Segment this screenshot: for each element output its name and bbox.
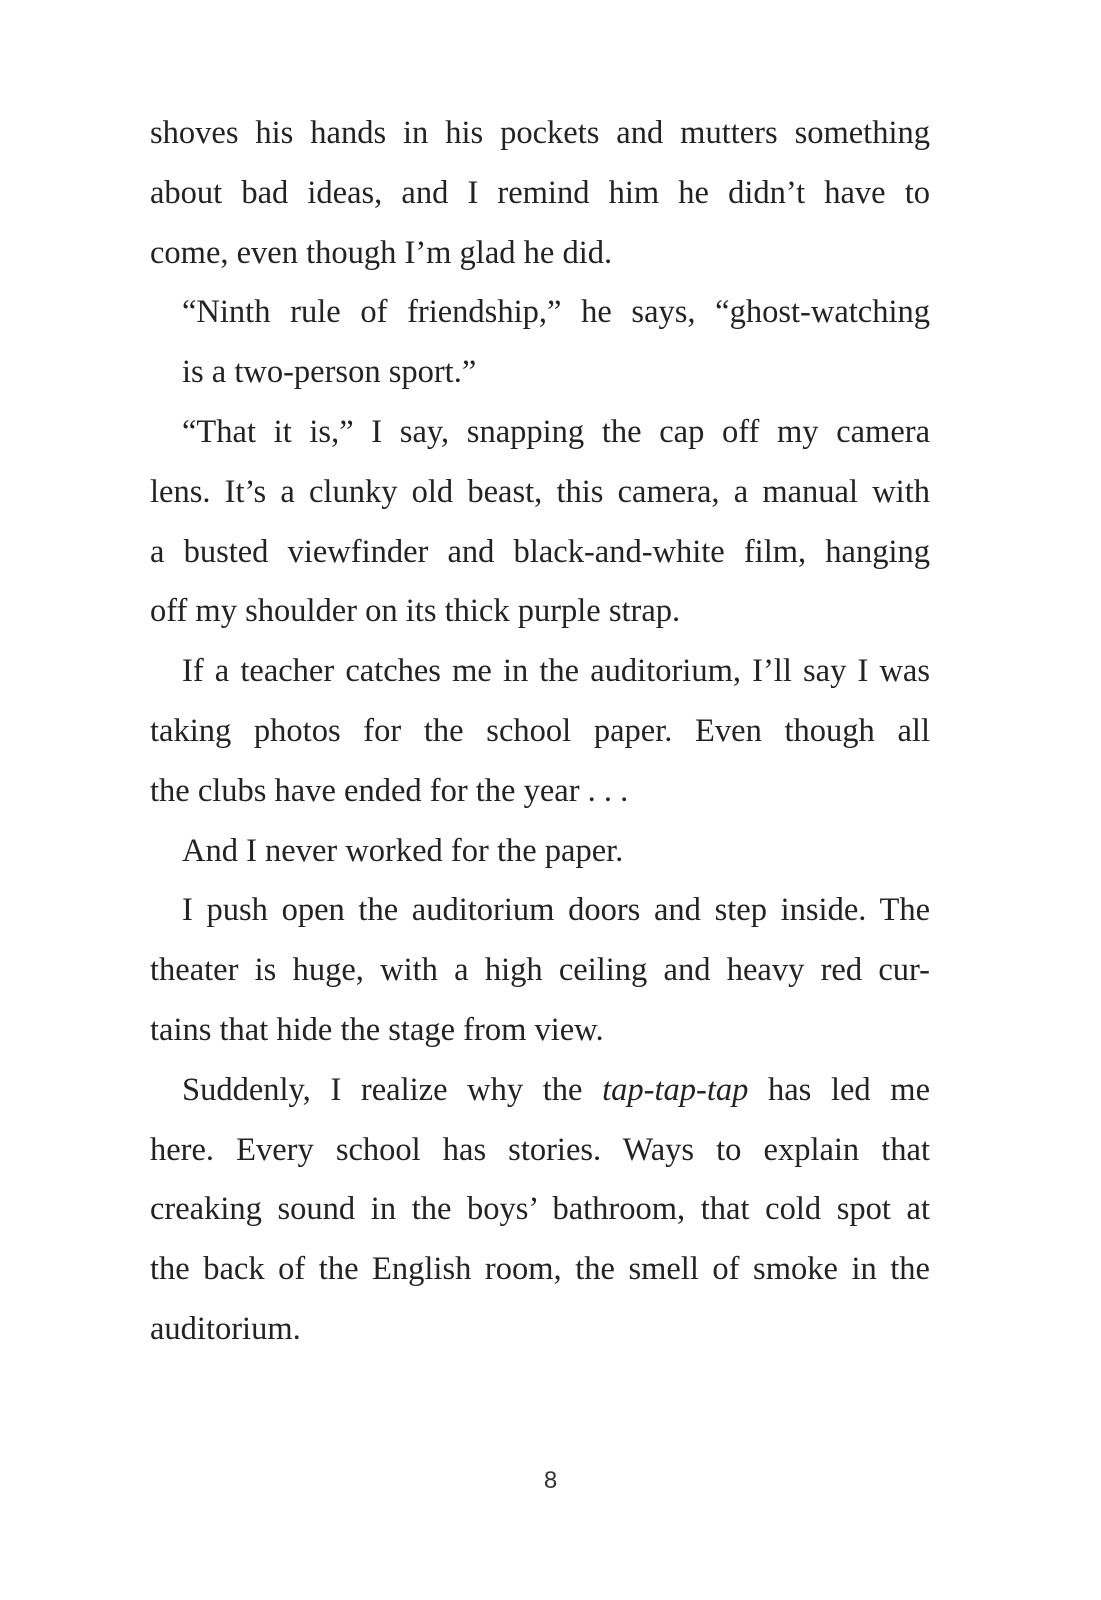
- text-line: theater is huge, with a high ceiling and heavy red cur-: [150, 952, 930, 989]
- text-line: [150, 1061, 930, 1121]
- text-line: If a teacher catches me in the auditorium, I’ll say I was: [182, 653, 930, 690]
- paragraph-3: [150, 403, 930, 642]
- text-line: about bad ideas, and I remind him he didn’t have to: [150, 174, 930, 211]
- paragraph-4: [150, 642, 930, 821]
- text-line: come, even though I’m glad he did.: [150, 234, 613, 271]
- paragraph-2: [150, 283, 930, 403]
- text-line: creaking sound in the boys’ bathroom, that cold spot at: [150, 1191, 930, 1228]
- italic-phrase: tap-tap-tap: [602, 1071, 749, 1108]
- text-line: is a two-person sport.”: [182, 354, 477, 391]
- text-line: I push open the auditorium doors and step inside. The: [182, 892, 930, 929]
- page-body: [150, 104, 930, 1360]
- text-line: lens. It’s a clunky old beast, this camera, a manual with: [150, 473, 930, 510]
- text-line: “Ninth rule of friendship,” he says, “ghost-watching: [182, 294, 930, 331]
- page-number: 8: [543, 1467, 558, 1494]
- text-line: shoves his hands in his pockets and mutters something: [150, 115, 930, 151]
- text-line: a busted viewfinder and black-and-white film, hanging: [150, 533, 930, 570]
- text-segment: has led me: [748, 1071, 931, 1108]
- text-line: the clubs have ended for the year . . .: [150, 772, 629, 809]
- paragraph-7: [150, 1061, 930, 1360]
- paragraph-1: [150, 104, 930, 283]
- text-line: taking photos for the school paper. Even though all: [150, 712, 930, 749]
- text-line: off my shoulder on its thick purple strap.: [150, 593, 681, 630]
- text-line: And I never worked for the paper.: [182, 832, 624, 869]
- text-line: “That it is,” I say, snapping the cap off my camera: [182, 413, 930, 450]
- paragraph-6: [150, 881, 930, 1060]
- text-line: here. Every school has stories. Ways to explain that: [150, 1131, 930, 1168]
- text-segment: Suddenly, I realize why the: [182, 1071, 603, 1108]
- paragraph-5: [150, 822, 930, 882]
- text-line: the back of the English room, the smell of smoke in the: [150, 1251, 930, 1288]
- text-line: tains that hide the stage from view.: [150, 1011, 604, 1048]
- text-line: auditorium.: [150, 1310, 301, 1347]
